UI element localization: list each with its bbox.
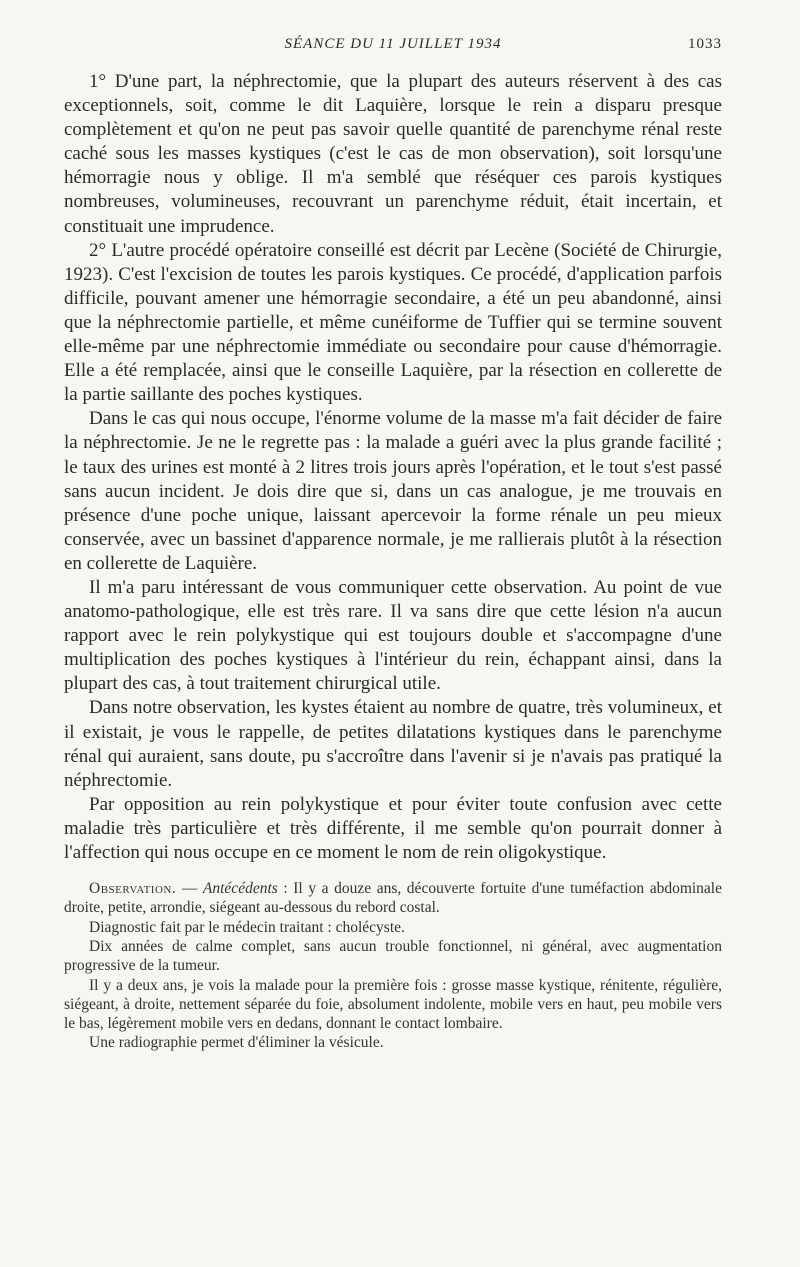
observation-paragraph [64,879,722,918]
paragraph: 2° L'autre procédé opératoire conseillé est décrit par Lecène (Société de Chirurgie, 1923). C'est l'excision de toutes les parois kystiques. Ce procédé, d'application parfois difficile, pouvant amener une hémorragie secondaire, a été un peu abandonné, ainsi que la néphrectomie partielle, et même cunéiforme de Tuffier qui se termine souvent elle-même par une néphrectomie immédiate ou secondaire pour cause d'hémorragie. Elle a été remplacée, ainsi que le conseille Laquière, par la résection en collerette de la partie saillante des poches kystiques. [64,239,722,406]
observation-paragraph: Diagnostic fait par le médecin traitant : cholécyste. [89,918,405,936]
paragraph: Par opposition au rein polykystique et pour éviter toute confusion avec cette maladie très particulière et très différente, il me semble qu'on pourrait donner à l'affection qui nous occupe en ce moment le nom de rein oligokystique. [64,793,722,863]
running-header [64,34,722,58]
running-title: SÉANCE DU 11 JUILLET 1934 [284,36,502,52]
observation-paragraph: Dix années de calme complet, sans aucun trouble fonctionnel, ni général, avec augmentation progressive de la tumeur. [64,937,722,975]
page-number: 1033 [688,36,722,52]
observation-paragraph: Une radiographie permet d'éliminer la vésicule. [89,1034,384,1052]
section-gap [64,865,722,879]
observation-label: Observation. [89,880,177,898]
observation-paragraph: Il y a deux ans, je vois la malade pour la première fois : grosse masse kystique, rénitente, régulière, siégeant, à droite, nettement séparée du foie, absolument indolente, mobile vers en haut, peu mobile vers le bas, légèrement mobile vers en dedans, donnant le contact lombaire. [64,976,722,1033]
observation-text: : Il y a douze ans, découverte fortuite d'une tuméfaction abdominale droite, petite, arrondie, siégeant au-dessous du rebord costal. [64,880,722,917]
observation-subtitle: Antécédents [202,880,278,898]
main-text [64,70,722,865]
paragraph: Dans notre observation, les kystes étaient au nombre de quatre, très volumineux, et il existait, je vous le rappelle, de petites dilatations kystiques dans le parenchyme rénal qui auraient, sans doute, pu s'accroître dans l'avenir si je n'avais pas pratiqué la néphrectomie. [64,697,722,791]
observation-section [64,879,722,1053]
paragraph: 1° D'une part, la néphrectomie, que la plupart des auteurs réservent à des cas exceptionnels, soit, comme le dit Laquière, lorsque le rein a disparu presque complètement et qu'on ne peut pas savoir quelle quantité de parenchyme rénal reste caché sous les masses kystiques (c'est le cas de mon observation), soit lorsqu'une hémorragie nous y oblige. Il m'a semblé que réséquer ces parois kystiques nombreuses, volumineuses, recouvrant un parenchyme réduit, était incertain, et constituait une imprudence. [64,71,722,237]
document-page [64,34,722,1053]
paragraph: Il m'a paru intéressant de vous communiquer cette observation. Au point de vue anatomo-pathologique, elle est très rare. Il va sans dire que cette lésion n'a aucun rapport avec le rein polykystique qui est toujours double et s'accompagne d'une multiplication des poches kystiques à l'intérieur du rein, échappant ainsi, dans la plupart des cas, à tout traitement chirurgical utile. [64,576,722,695]
paragraph: Dans le cas qui nous occupe, l'énorme volume de la masse m'a fait décider de faire la néphrectomie. Je ne le regrette pas : la malade a guéri avec la plus grande facilité ; le taux des urines est monté à 2 litres trois jours après l'opération, et le tout s'est passé sans aucun incident. Je dois dire que si, dans un cas analogue, je me trouvais en présence d'une poche unique, laissant apercevoir la forme rénale un peu mieux conservée, avec un bassinet d'apparence normale, je me rallierais plutôt à la résection en collerette de Laquière. [64,408,722,574]
observation-dash: — [176,880,203,898]
